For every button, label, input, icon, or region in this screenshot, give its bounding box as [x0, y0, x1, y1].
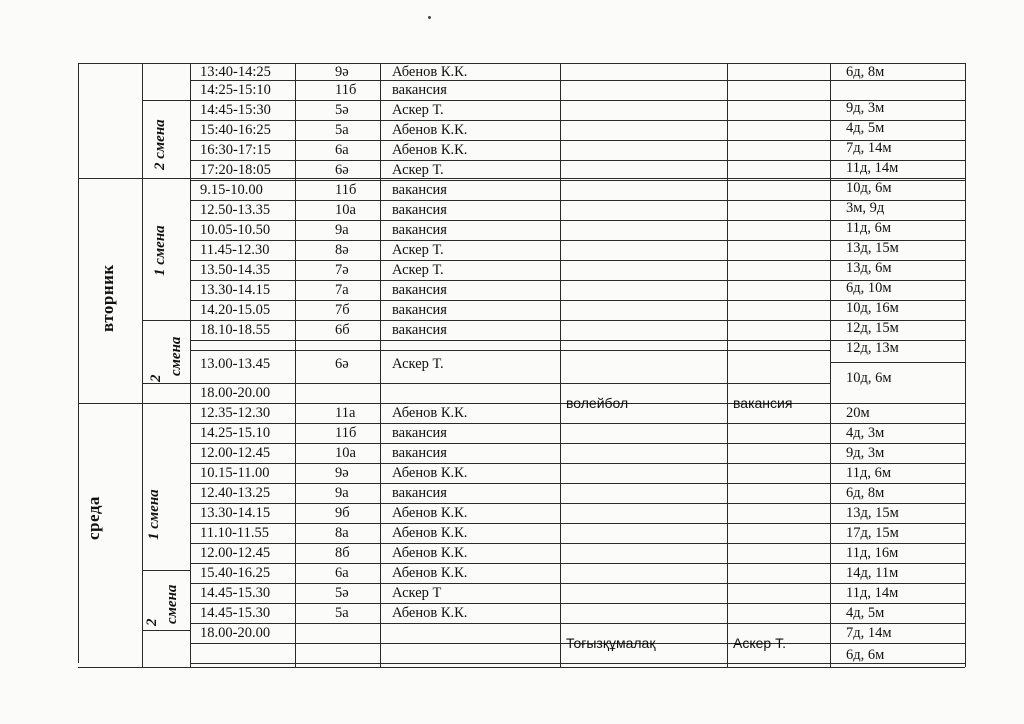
table-rule: [190, 200, 830, 201]
table-rule: [830, 403, 965, 404]
groups-cell: 4д, 5м: [846, 120, 885, 136]
time-cell: 9.15-10.00: [200, 182, 263, 198]
groups-cell: 17д, 15м: [846, 525, 899, 541]
table-rule: [78, 178, 965, 179]
table-rule: [190, 280, 830, 281]
teacher-cell: Абенов К.К.: [392, 505, 468, 521]
activity-cell: волейбол: [566, 395, 629, 411]
class-cell: 10а: [335, 202, 356, 218]
table-rule: [190, 260, 830, 261]
day-label-tuesday: вторник: [98, 264, 117, 332]
time-cell: 13.30-14.15: [200, 505, 271, 521]
time-cell: 15.40-16.25: [200, 565, 271, 581]
class-cell: 5ә: [335, 585, 349, 601]
groups-cell: 7д, 14м: [846, 625, 892, 641]
class-cell: 10а: [335, 445, 356, 461]
time-cell: 14:25-15:10: [200, 82, 271, 98]
table-rule: [190, 623, 830, 624]
groups-cell: 12д, 13м: [846, 340, 899, 356]
shift-label-wednesday-1: 1 смена: [146, 489, 162, 540]
groups-cell: 11д, 14м: [846, 160, 899, 176]
table-rule: [190, 340, 830, 341]
groups-cell: 10д, 16м: [846, 300, 899, 316]
table-rule: [830, 443, 965, 444]
table-rule: [78, 667, 965, 668]
class-cell: 7а: [335, 282, 349, 298]
table-rule: [142, 320, 190, 321]
table-rule: [830, 563, 965, 564]
groups-cell: 4д, 5м: [846, 605, 885, 621]
table-rule: [830, 483, 965, 484]
table-rule: [190, 220, 830, 221]
class-cell: 5а: [335, 122, 349, 138]
teacher-cell: вакансия: [392, 282, 447, 298]
table-rule: [830, 623, 965, 624]
shift-label-wednesday-2b: смена: [164, 584, 180, 624]
time-cell: 14.45-15.30: [200, 605, 271, 621]
groups-cell: 6д, 6м: [846, 647, 885, 663]
table-rule: [830, 663, 965, 664]
shift-label-tuesday-2b: смена: [168, 336, 184, 376]
class-cell: 6б: [335, 322, 350, 338]
teacher-cell: Абенов К.К.: [392, 465, 468, 481]
teacher-cell: вакансия: [392, 182, 447, 198]
table-rule: [830, 463, 965, 464]
teacher-cell: вакансия: [392, 302, 447, 318]
class-cell: 6а: [335, 142, 349, 158]
time-cell: 12.35-12.30: [200, 405, 271, 421]
table-rule: [190, 463, 830, 464]
table-rule: [190, 120, 830, 121]
table-rule: [727, 63, 728, 667]
groups-cell: 12д, 15м: [846, 320, 899, 336]
teacher-cell: Аскер Т.: [392, 102, 444, 118]
shift-label-tuesday-2a: 2: [148, 374, 164, 382]
teacher-cell: Аскер Т.: [392, 162, 444, 178]
time-cell: 12.40-13.25: [200, 485, 271, 501]
table-rule: [190, 63, 191, 667]
table-rule: [190, 523, 830, 524]
class-cell: 11а: [335, 405, 356, 421]
groups-cell: 6д, 8м: [846, 64, 885, 80]
table-rule: [190, 140, 830, 141]
table-rule: [830, 523, 965, 524]
table-rule: [190, 160, 830, 161]
groups-cell: 13д, 15м: [846, 505, 899, 521]
time-cell: 13.00-13.45: [200, 356, 271, 372]
class-cell: 5а: [335, 605, 349, 621]
table-rule: [142, 100, 190, 101]
time-cell: 12.50-13.35: [200, 202, 271, 218]
teacher-cell: Абенов К.К.: [392, 64, 468, 80]
teacher-cell: Аскер Т.: [392, 262, 444, 278]
groups-cell: 14д, 11м: [846, 565, 899, 581]
table-rule: [190, 503, 830, 504]
time-cell: 12.00-12.45: [200, 445, 271, 461]
class-cell: 8а: [335, 525, 349, 541]
table-rule: [830, 423, 965, 424]
teacher-cell: вакансия: [392, 425, 447, 441]
time-cell: 10.05-10.50: [200, 222, 271, 238]
class-cell: 9а: [335, 485, 349, 501]
shift-label-tuesday-1: 1 смена: [152, 225, 168, 276]
time-cell: 11.10-11.55: [200, 525, 270, 541]
table-rule: [190, 543, 830, 544]
time-cell: 15:40-16:25: [200, 122, 271, 138]
groups-cell: 3м, 9д: [846, 200, 885, 216]
time-cell: 13.50-14.35: [200, 262, 271, 278]
table-rule: [560, 63, 561, 667]
table-rule: [142, 63, 143, 667]
teacher-cell: Абенов К.К.: [392, 142, 468, 158]
shift-label-wednesday-2a: 2: [144, 618, 160, 626]
teacher-cell: Абенов К.К.: [392, 122, 468, 138]
time-cell: 18.10-18.55: [200, 322, 271, 338]
activity-cell: Тоғызқұмалақ: [566, 635, 656, 651]
table-rule: [830, 583, 965, 584]
teacher-cell: Абенов К.К.: [392, 565, 468, 581]
table-rule: [190, 320, 830, 321]
responsible-cell: Аскер Т.: [733, 635, 786, 651]
table-rule: [190, 350, 830, 351]
table-rule: [190, 63, 830, 64]
class-cell: 8б: [335, 545, 350, 561]
time-cell: 18.00-20.00: [200, 625, 271, 641]
time-cell: 14.25-15.10: [200, 425, 271, 441]
time-cell: 13.30-14.15: [200, 282, 271, 298]
time-cell: 16:30-17:15: [200, 142, 271, 158]
groups-cell: 11д, 6м: [846, 465, 892, 481]
class-cell: 11б: [335, 82, 357, 98]
table-rule: [190, 100, 830, 101]
table-rule: [142, 630, 190, 631]
responsible-cell: вакансия: [733, 395, 793, 411]
time-cell: 17:20-18:05: [200, 162, 271, 178]
class-cell: 7ә: [335, 262, 349, 278]
groups-cell: 9д, 3м: [846, 100, 885, 116]
table-rule: [190, 563, 830, 564]
time-cell: 10.15-11.00: [200, 465, 270, 481]
table-rule: [830, 643, 965, 644]
table-rule: [190, 180, 830, 181]
table-rule: [830, 63, 831, 667]
time-cell: 18.00-20.00: [200, 385, 271, 401]
class-cell: 9ә: [335, 465, 349, 481]
groups-cell: 7д, 14м: [846, 140, 892, 156]
table-rule: [830, 543, 965, 544]
table-rule: [190, 483, 830, 484]
teacher-cell: вакансия: [392, 202, 447, 218]
table-rule: [295, 63, 296, 667]
groups-cell: 10д, 6м: [846, 180, 892, 196]
class-cell: 9а: [335, 222, 349, 238]
table-rule: [190, 240, 830, 241]
class-cell: 5ә: [335, 102, 349, 118]
groups-cell: 6д, 8м: [846, 485, 885, 501]
table-rule: [78, 63, 79, 663]
class-cell: 8ә: [335, 242, 349, 258]
teacher-cell: вакансия: [392, 322, 447, 338]
time-cell: 13:40-14:25: [200, 64, 271, 80]
groups-cell: 11д, 16м: [846, 545, 899, 561]
teacher-cell: Абенов К.К.: [392, 605, 468, 621]
teacher-cell: Абенов К.К.: [392, 545, 468, 561]
class-cell: 6ә: [335, 356, 349, 372]
table-rule: [830, 80, 965, 81]
teacher-cell: Аскер Т.: [392, 356, 444, 372]
class-cell: 6ә: [335, 162, 349, 178]
groups-cell: 6д, 10м: [846, 280, 892, 296]
class-cell: 6а: [335, 565, 349, 581]
shift-label-monday-2: 2 смена: [152, 119, 168, 170]
time-cell: 14:45-15:30: [200, 102, 271, 118]
class-cell: 7б: [335, 302, 350, 318]
table-rule: [190, 80, 830, 81]
table-rule: [190, 583, 830, 584]
time-cell: 14.20-15.05: [200, 302, 271, 318]
groups-cell: 4д, 3м: [846, 425, 885, 441]
table-rule: [190, 300, 830, 301]
groups-cell: 13д, 6м: [846, 260, 892, 276]
time-cell: 14.45-15.30: [200, 585, 271, 601]
table-rule: [190, 663, 830, 664]
class-cell: 9б: [335, 505, 350, 521]
table-rule: [830, 362, 965, 363]
table-rule: [190, 443, 830, 444]
groups-cell: 13д, 15м: [846, 240, 899, 256]
time-cell: 12.00-12.45: [200, 545, 271, 561]
table-rule: [190, 423, 830, 424]
class-cell: 11б: [335, 182, 357, 198]
teacher-cell: вакансия: [392, 82, 447, 98]
teacher-cell: вакансия: [392, 445, 447, 461]
time-cell: 11.45-12.30: [200, 242, 270, 258]
teacher-cell: Аскер Т.: [392, 242, 444, 258]
teacher-cell: Абенов К.К.: [392, 405, 468, 421]
teacher-cell: вакансия: [392, 485, 447, 501]
table-rule: [142, 570, 190, 571]
groups-cell: 20м: [846, 405, 870, 421]
table-rule: [830, 603, 965, 604]
class-cell: 11б: [335, 425, 357, 441]
day-label-wednesday: среда: [84, 496, 103, 540]
teacher-cell: вакансия: [392, 222, 447, 238]
table-rule: [830, 503, 965, 504]
teacher-cell: Абенов К.К.: [392, 525, 468, 541]
class-cell: 9ә: [335, 64, 349, 80]
table-rule: [190, 603, 830, 604]
table-rule: [190, 383, 830, 384]
groups-cell: 10д, 6м: [846, 370, 892, 386]
table-rule: [142, 383, 190, 384]
teacher-cell: Аскер Т: [392, 585, 442, 601]
groups-cell: 11д, 14м: [846, 585, 899, 601]
table-rule: [965, 63, 966, 667]
groups-cell: 11д, 6м: [846, 220, 892, 236]
groups-cell: 9д, 3м: [846, 445, 885, 461]
table-rule: [380, 63, 381, 667]
